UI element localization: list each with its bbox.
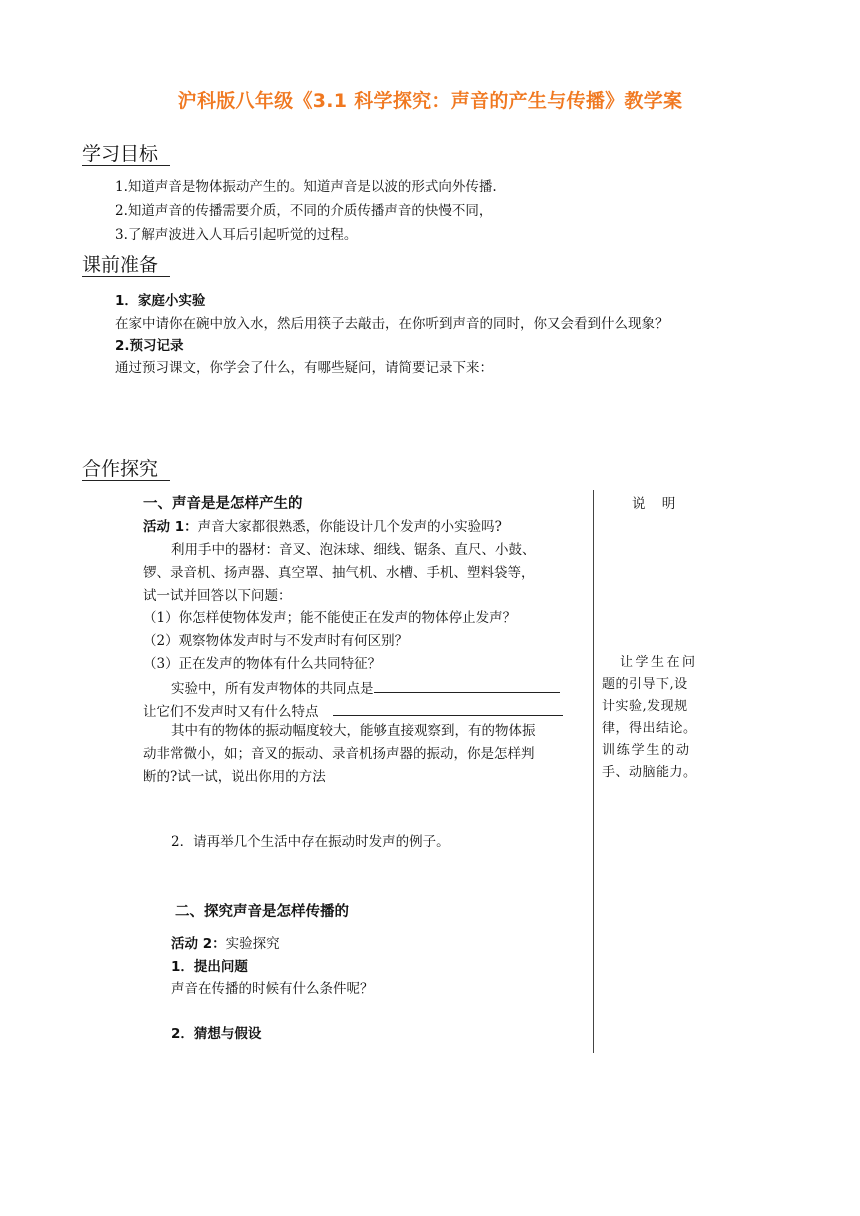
part2-title: 二、探究声音是怎样传播的 bbox=[175, 904, 349, 920]
note-column-header: 说 明 bbox=[632, 496, 682, 512]
prep-item-1-title: 1．家庭小实验 bbox=[115, 293, 206, 309]
goal-item: 2.知道声音的传播需要介质，不同的介质传播声音的快慢不同， bbox=[115, 203, 493, 219]
side-note-line: 训练学生的动 bbox=[602, 743, 691, 758]
goal-item: 1.知道声音是物体振动产生的。知道声音是以波的形式向外传播. bbox=[115, 179, 497, 195]
materials-line: 利用手中的器材：音叉、泡沫球、细线、锯条、直尺、小鼓、 bbox=[171, 542, 536, 558]
part1-title: 一、声音是是怎样产生的 bbox=[143, 496, 303, 512]
fill-blank-silent-feature: 让它们不发声时又有什么特点 bbox=[143, 699, 563, 722]
example-prompt: 2．请再举几个生活中存在振动时发声的例子。 bbox=[171, 834, 450, 850]
answer-blank[interactable] bbox=[374, 676, 560, 693]
side-note-line: 计实验,发现规 bbox=[602, 699, 688, 714]
activity2: 活动 2：实验探究 bbox=[171, 936, 280, 952]
prep-item-1-text: 在家中请你在碗中放入水，然后用筷子去敲击，在你听到声音的同时，你又会看到什么现象？ bbox=[115, 316, 669, 332]
step2-title: 2．猜想与假设 bbox=[171, 1026, 262, 1042]
activity1: 活动 1：声音大家都很熟悉，你能设计几个发声的小实验吗? bbox=[143, 519, 502, 535]
side-note-line: 题的引导下,设 bbox=[602, 677, 688, 692]
section-heading-coop: 合作探究 bbox=[82, 458, 170, 481]
step1-title: 1．提出问题 bbox=[171, 959, 248, 975]
answer-blank[interactable] bbox=[333, 699, 563, 716]
column-divider bbox=[593, 490, 594, 1053]
side-note-line: 律，得出结论。 bbox=[602, 721, 697, 736]
paragraph-line: 断的?试一试，说出你用的方法 bbox=[143, 769, 326, 785]
goal-item: 3.了解声波进入人耳后引起听觉的过程。 bbox=[115, 227, 358, 243]
question-item: （1）你怎样使物体发声；能不能使正在发声的物体停止发声？ bbox=[143, 610, 517, 626]
paragraph-line: 动非常微小，如；音叉的振动、录音机扬声器的振动，你是怎样判 bbox=[143, 746, 535, 762]
section-heading-goals: 学习目标 bbox=[82, 143, 170, 166]
fill-blank-common-point: 实验中，所有发声物体的共同点是 bbox=[171, 676, 560, 699]
side-note-line: 让学生在问 bbox=[620, 655, 698, 670]
side-note-line: 手、动脑能力。 bbox=[602, 765, 697, 780]
section-heading-prep: 课前准备 bbox=[82, 254, 170, 277]
paragraph-line: 其中有的物体的振动幅度较大，能够直接观察到，有的物体振 bbox=[171, 723, 536, 739]
prep-item-2-title: 2.预习记录 bbox=[115, 338, 184, 354]
question-item: （2）观察物体发声时与不发声时有何区别？ bbox=[143, 633, 409, 649]
materials-line: 锣、录音机、扬声器、真空罩、抽气机、水槽、手机、塑料袋等， bbox=[143, 565, 535, 581]
prep-item-2-text: 通过预习课文，你学会了什么，有哪些疑问，请简要记录下来： bbox=[115, 360, 493, 376]
question-item: （3）正在发声的物体有什么共同特征？ bbox=[143, 656, 382, 672]
step1-text: 声音在传播的时候有什么条件呢？ bbox=[171, 981, 374, 997]
document-title: 沪科版八年级《3.1 科学探究：声音的产生与传播》教学案 bbox=[177, 90, 683, 112]
materials-line: 试一试并回答以下问题： bbox=[143, 588, 292, 604]
